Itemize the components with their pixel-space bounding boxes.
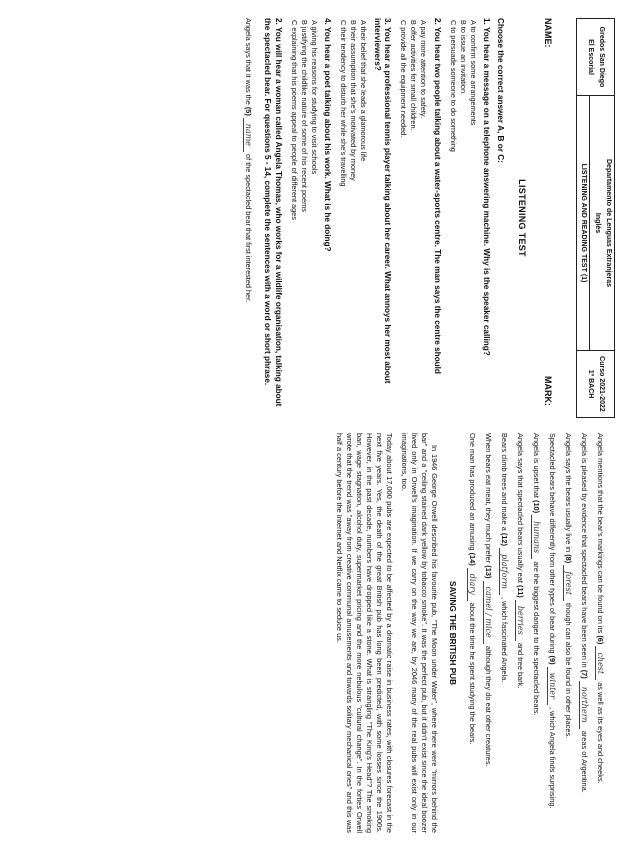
sentence-7: Angela is pleased by evidence that spectacled bears have been seen in (7) northern areas of Argentina. (580, 433, 589, 793)
answer-10[interactable]: humans (531, 515, 541, 559)
option-4a: A giving his reasons for studying to visit schools (310, 20, 319, 175)
answer-11[interactable]: berries (515, 600, 525, 641)
question-1: 1. You hear a message on a telephone answering machine. Why is the speaker calling? (482, 18, 492, 356)
answer-7[interactable]: northern (579, 681, 589, 729)
course-cell (576, 351, 614, 418)
option-4c: C explaining that his poems appeal to people of different ages (290, 20, 299, 220)
option-1b: B to issue an invitation (459, 20, 468, 94)
answer-8[interactable]: forest (563, 565, 573, 601)
continuation-section (0, 425, 623, 843)
option-3a: A their belief that she leads a glamorous life (359, 20, 369, 162)
option-2a: A pay more attention to safety. (419, 20, 429, 119)
school-cell (576, 19, 614, 96)
answer-14[interactable]: diary (467, 568, 477, 601)
department-cell (590, 96, 615, 351)
option-4b: B justifying the childlike nature of some of his recent poems (300, 20, 309, 212)
course-year: Curso 2021-2022 (598, 356, 606, 412)
answer-6[interactable]: chest (595, 646, 605, 680)
option-2c: C provide all the equipment needed. (399, 20, 409, 138)
question-3: 3. You hear a professional tennis player talking about her career. What annoys her most about interviewers? (373, 18, 393, 384)
sentence-14: One man has produced an amusing (14) diary about the time he spent studying the bears. (468, 433, 477, 745)
sentence-12: Bears climb trees and make a (12) platform , which fascinated Angela. (500, 433, 509, 683)
department-name: Departamento de Lenguas Extranjeras (605, 159, 612, 287)
article-body (334, 433, 439, 833)
answer-13[interactable]: camel / mice (483, 581, 493, 644)
sentence-13: When bears eat meat, they much prefer (13) camel / mice although they do eat other creatures. (484, 433, 493, 767)
sentence-9: Spectacled bears behave differently from other types of bear during (9) winter , which Angela finds surprising. (548, 433, 557, 809)
sentence-11: Angela says that spectacled bears usually eat (11) berries and tree bark. (516, 433, 525, 689)
test-name: LISTENING AND READING TEST (1) (576, 96, 589, 351)
name-mark-row (543, 18, 553, 418)
listening-section (0, 0, 623, 420)
sentence-5: Angela says that it was the (5) name of the spectacled bear that first interested her. (244, 18, 253, 303)
option-1c: C to persuade someone to do something (449, 20, 458, 152)
option-1a: A to confirm some arrangements (469, 20, 478, 126)
article-paragraph-1: In 1946 George Orwell described his favourite pub, "The Moon under Water", where there were "mirrors behind the bar" and a "ceiling stained dark yellow by tobacco smoke". It was the perfect pub, but it didn't exist since the ideal boozer lived only in Orwell's imagination. If we carry on the way we are, by 2046 many of the real pubs will exist only in our imaginations, too. (400, 433, 439, 833)
question-2: 2. You hear two people talking about a water-sports centre. The man says the centre should (433, 18, 442, 374)
sentence-6: Angela mentions that the bear's markings can be found on its (6) chest as well as its eyes and cheeks. (596, 433, 605, 784)
school-name: Gredos San Diego (598, 26, 606, 88)
article-title: SAVING THE BRITISH PUB (448, 580, 457, 686)
sentence-10: Angela is upset that (10) humans are the biggest danger to the spectacled bears. (532, 433, 541, 716)
course-level: 1º BACH (586, 369, 594, 399)
name-label: NAME: (543, 18, 553, 48)
article-paragraph-2: Today about 17,000 pubs are expected to be affected by a dramatic raise in business rates, with closures forecast in the next five years. Yes, the death of the great British pub has long been predicted, with some losses since the 1900s. However, in the past decade, numbers have dropped like a stone. What is strangling "The King's Head"? The smoking ban, wage stagnation, alcohol duty, supermarket pricing and the more nebulous "cultural change". In the forties Orwell wrote that the trend was "away from creative communal amusements and towards solitary mechanical ones" and this was half a century before the Internet and Netflix came to seduce us. (335, 433, 394, 833)
sentence-list (329, 433, 605, 833)
listening-questions (240, 18, 505, 418)
part2-instructions: 2. You will hear a woman called Angela Thomas, who works for a wildlife organisation, talking about the spectacled bear. For questions 5 - 14, complete the sentences with a word or short phrase. (263, 18, 283, 407)
subject-name: Inglés (593, 212, 601, 234)
header-table (576, 18, 615, 418)
sentence-8: Angela says the bears usually live in (8) forest though can also be found in other places. (564, 433, 573, 739)
campus-name: El Escorial (586, 39, 594, 75)
answer-12[interactable]: platform (499, 548, 509, 595)
option-3c: C their tendency to disturb her while she's travelling (339, 20, 349, 187)
option-2b: B offer activities for small children. (409, 20, 419, 131)
instructions: Choose the correct answer A, B or C: (496, 18, 505, 163)
answer-9[interactable]: winter (547, 667, 557, 705)
question-4: 4. You hear a poet talking about his work. What is he doing? (323, 18, 333, 252)
listening-title: LISTENING TEST (517, 179, 527, 257)
answer-5[interactable]: name (243, 118, 253, 152)
mark-label: MARK: (543, 376, 553, 406)
option-3b: B their assumption that she's motivated by money (349, 20, 359, 181)
